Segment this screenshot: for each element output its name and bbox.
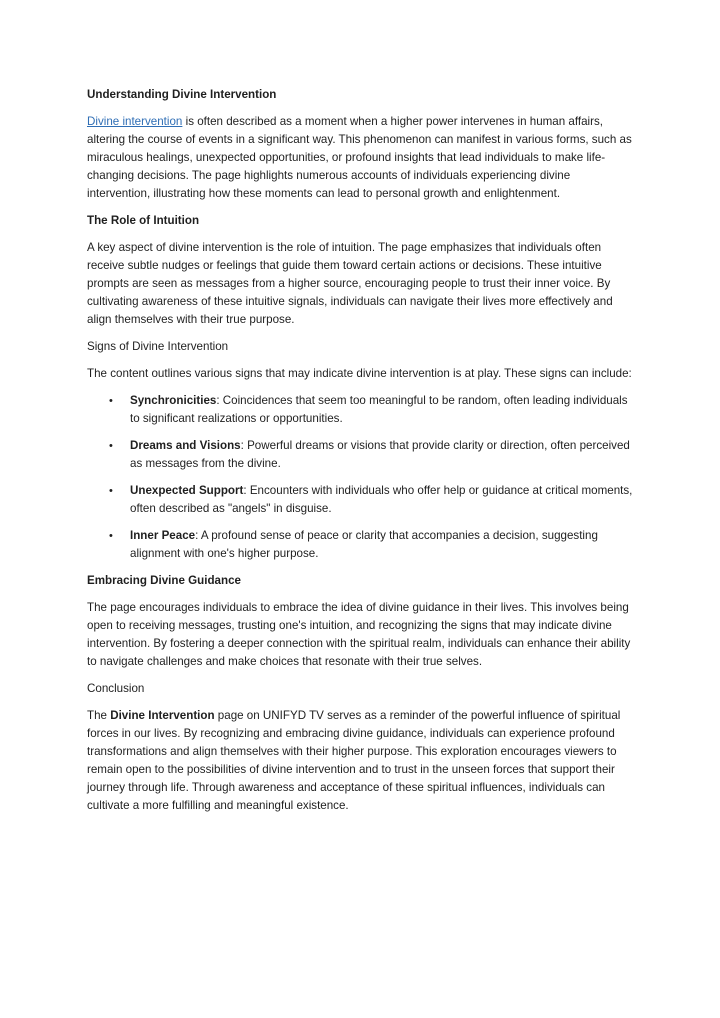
paragraph-signs-intro: The content outlines various signs that may indicate divine intervention is at play. These signs can include: (87, 367, 632, 380)
list-item-desc: : A profound sense of peace or clarity that accompanies a decision, suggesting alignment with one's higher purpose. (130, 529, 598, 560)
conclusion-bold-term: Divine Intervention (110, 709, 215, 722)
conclusion-text: page on UNIFYD TV serves as a reminder of the powerful influence of spiritual forces in our lives. By recognizing and embracing divine guidance, individuals can experience profound transformations and align themselves with their higher purpose. This exploration encourages viewers to remain open to the possibilities of divine intervention and to trust in the unseen forces that support their journey through life. Through awareness and acceptance of these spiritual influences, individuals can cultivate a more fulfilling and meaningful existence. (87, 709, 621, 812)
conclusion-prefix: The (87, 709, 111, 722)
paragraph-conclusion (87, 707, 635, 815)
bullet-icon: • (109, 485, 113, 497)
list-item-term: Unexpected Support (130, 484, 244, 497)
heading-embracing: Embracing Divine Guidance (87, 574, 241, 587)
bullet-icon: • (109, 530, 113, 542)
list-item-term: Synchronicities (130, 394, 217, 407)
list-item (87, 437, 635, 473)
list-item-desc: : Powerful dreams or visions that provide clarity or direction, often perceived as messages from the divine. (130, 439, 630, 470)
paragraph-intuition: A key aspect of divine intervention is the role of intuition. The page emphasizes that individuals often receive subtle nudges or feelings that guide them toward certain actions or decisions. These intuitive prompts are seen as messages from a higher source, encouraging people to trust their inner voice. By cultivating awareness of these intuitive signals, individuals can navigate their lives more effectively and align themselves with their true purpose. (87, 241, 613, 326)
list-item-desc: : Encounters with individuals who offer help or guidance at critical moments, often described as "angels" in disguise. (130, 484, 633, 515)
paragraph-embracing: The page encourages individuals to embrace the idea of divine guidance in their lives. This involves being open to receiving messages, trusting one's intuition, and recognizing the signs that may indicate divine intervention. By fostering a deeper connection with the spiritual realm, individuals can enhance their ability to navigate challenges and make choices that resonate with their true selves. (87, 601, 631, 668)
signs-list (87, 392, 635, 563)
divine-intervention-link[interactable]: Divine intervention (87, 115, 183, 128)
list-item (87, 482, 635, 518)
list-item (87, 527, 635, 563)
bullet-icon: • (109, 395, 113, 407)
list-item-desc: : Coincidences that seem too meaningful to be random, often leading individuals to significant realizations or opportunities. (130, 394, 628, 425)
heading-intuition: The Role of Intuition (87, 214, 200, 227)
list-item (87, 392, 635, 428)
paragraph-understanding (87, 113, 635, 203)
heading-conclusion: Conclusion (87, 682, 145, 695)
paragraph-understanding-text: is often described as a moment when a higher power intervenes in human affairs, altering the course of events in a significant way. This phenomenon can manifest in various forms, such as miraculous healings, unexpected opportunities, or profound insights that lead individuals to make life-changing decisions. The page highlights numerous accounts of individuals experiencing divine intervention, illustrating how these moments can lead to personal growth and enlightenment. (87, 115, 632, 200)
document-page (87, 86, 635, 824)
list-item-term: Dreams and Visions (130, 439, 241, 452)
list-item-term: Inner Peace (130, 529, 196, 542)
bullet-icon: • (109, 440, 113, 452)
heading-understanding: Understanding Divine Intervention (87, 88, 277, 101)
heading-signs: Signs of Divine Intervention (87, 340, 229, 353)
